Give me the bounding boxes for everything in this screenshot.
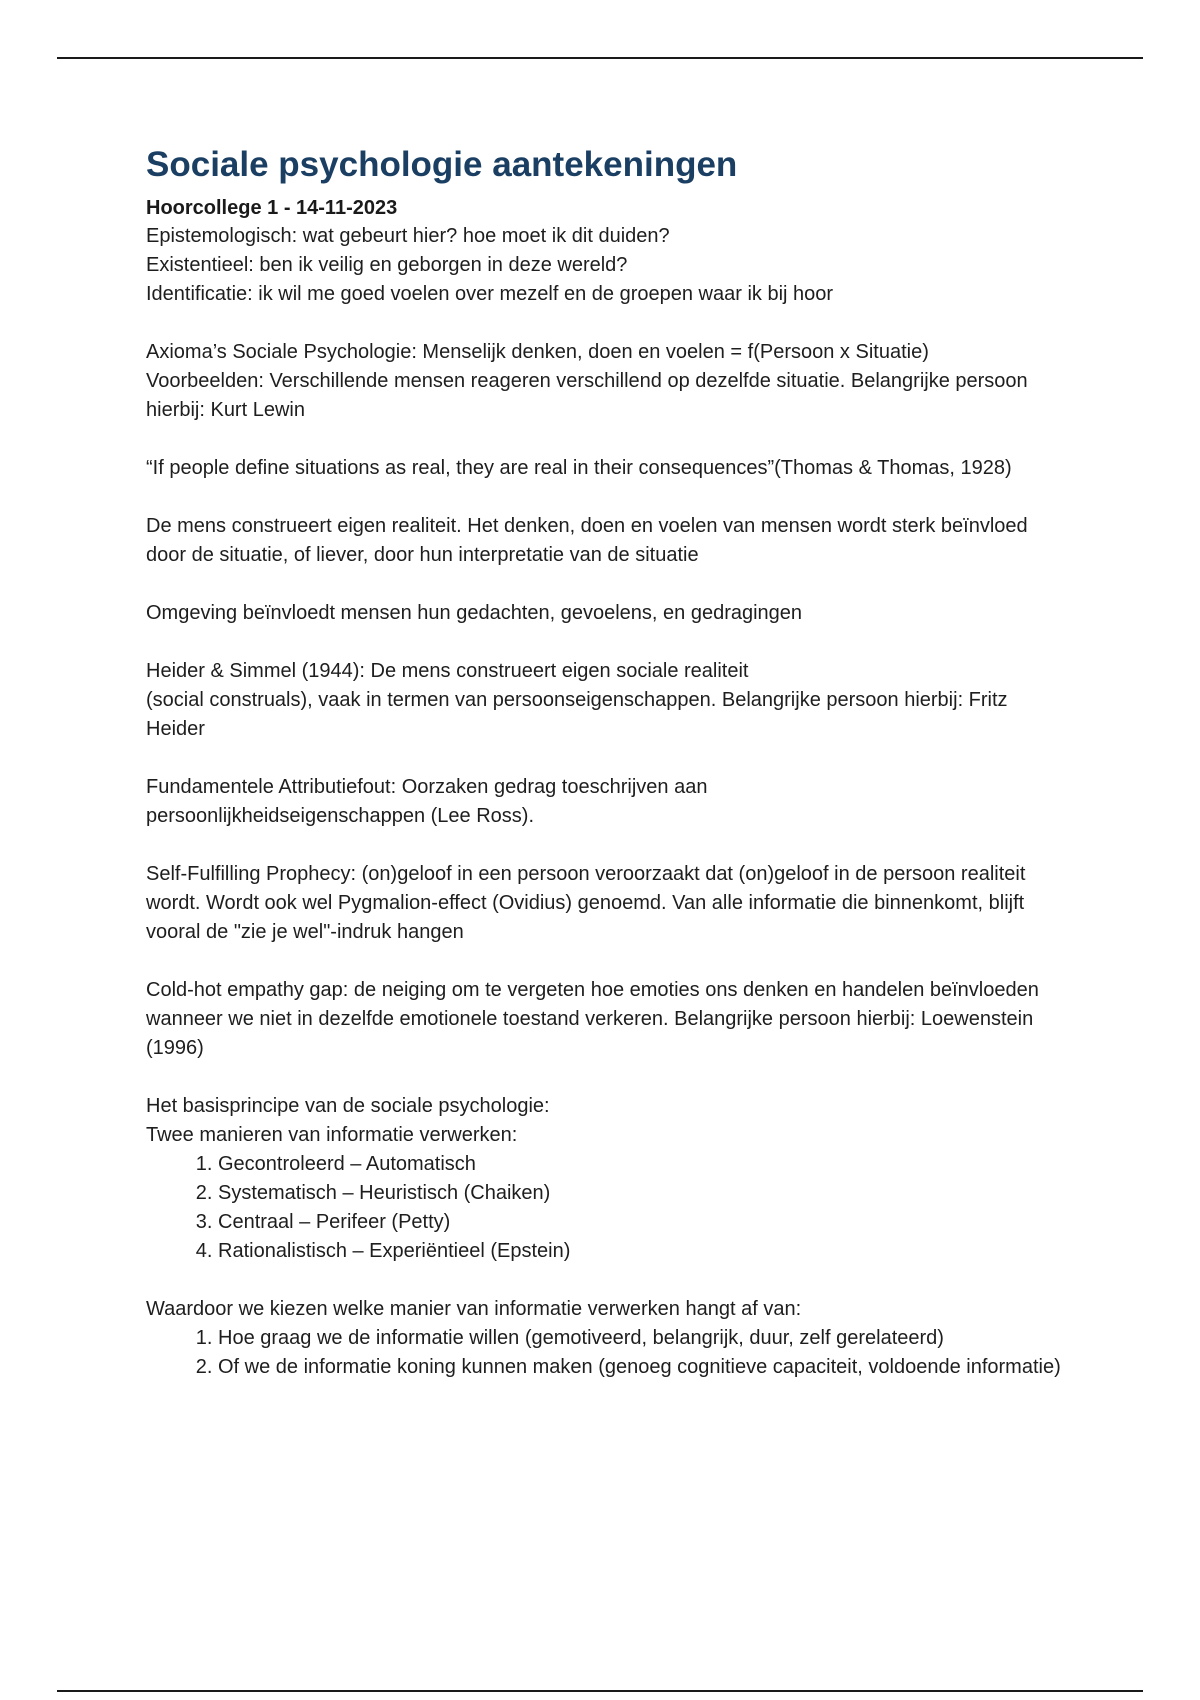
top-rule [57,57,1143,59]
basis-line: Twee manieren van informatie verwerken: [146,1124,518,1146]
document-body [146,140,1066,1382]
list-item: 1. Gecontroleerd – Automatisch [218,1150,1066,1179]
heider-line: Heider & Simmel (1944): De mens construeert eigen sociale realiteit [146,660,749,682]
intro-line: Epistemologisch: wat gebeurt hier? hoe moet ik dit duiden? [146,225,670,247]
document-title: Sociale psychologie aantekeningen [146,145,738,184]
prophecy-paragraph: Self-Fulfilling Prophecy: (on)geloof in een persoon veroorzaakt dat (on)geloof in de persoon realiteit wordt. Wordt ook wel Pygmalion-effect (Ovidius) genoemd. Van alle informatie die binnenkomt, blijft vooral de "zie je wel"-indruk hangen [146,863,1026,943]
environment-paragraph: Omgeving beïnvloedt mensen hun gedachten, gevoelens, en gedragingen [146,602,803,624]
list-item: 4. Rationalistisch – Experiëntieel (Epstein) [218,1237,1066,1266]
intro-line: Existentieel: ben ik veilig en geborgen in deze wereld? [146,254,628,276]
construct-paragraph: De mens construeert eigen realiteit. Het denken, doen en voelen van mensen wordt sterk beïnvloed door de situatie, of liever, door hun interpretatie van de situatie [146,515,1028,566]
examples-paragraph: Voorbeelden: Verschillende mensen reageren verschillend op dezelfde situatie. Belangrijke persoon hierbij: Kurt Lewin [146,370,1028,421]
list-item: 3. Centraal – Perifeer (Petty) [218,1208,1066,1237]
thomas-quote: “If people define situations as real, they are real in their consequences”(Thomas & Thomas, 1928) [146,457,1012,479]
attribution-paragraph: Fundamentele Attributiefout: Oorzaken gedrag toeschrijven aan persoonlijkheidseigenschappen (Lee Ross). [146,776,708,827]
choice-factors-list [146,1324,1066,1382]
intro-line: Identificatie: ik wil me goed voelen over mezelf en de groepen waar ik bij hoor [146,283,834,305]
empathy-paragraph: Cold-hot empathy gap: de neiging om te vergeten hoe emoties ons denken en handelen beïnvloeden wanneer we niet in dezelfde emotionele toestand verkeren. Belangrijke persoon hierbij: Loewenstein (1996) [146,979,1039,1059]
list-item: 2. Systematisch – Heuristisch (Chaiken) [218,1179,1066,1208]
list-item: 1. Hoe graag we de informatie willen (gemotiveerd, belangrijk, duur, zelf gerelateerd) [218,1324,1066,1353]
axioma-line: Axioma’s Sociale Psychologie: Menselijk denken, doen en voelen = f(Persoon x Situatie) [146,341,929,363]
bottom-rule [57,1690,1143,1692]
basis-line: Het basisprincipe van de sociale psychologie: [146,1095,550,1117]
lecture-heading: Hoorcollege 1 - 14-11-2023 [146,197,398,219]
processing-methods-list [146,1150,1066,1266]
heider-paragraph: (social construals), vaak in termen van persoonseigenschappen. Belangrijke persoon hierbij: Fritz Heider [146,689,1008,740]
list-item: 2. Of we de informatie koning kunnen maken (genoeg cognitieve capaciteit, voldoende informatie) [218,1353,1066,1382]
choice-intro: Waardoor we kiezen welke manier van informatie verwerken hangt af van: [146,1298,802,1320]
